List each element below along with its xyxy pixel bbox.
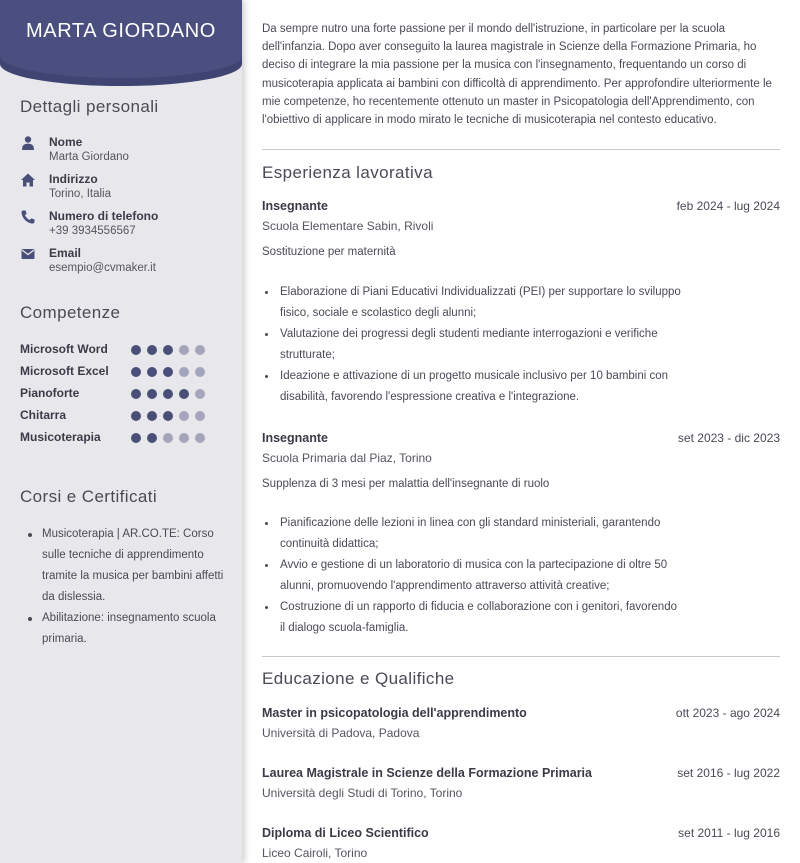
- personal-item-address: [20, 172, 230, 206]
- experience-title: Esperienza lavorativa: [262, 163, 433, 182]
- skill-level: [131, 345, 211, 357]
- job-bullet: Pianificazione delle lezioni in linea con gli standard ministeriali, garantendo continuità didattica;: [280, 513, 685, 555]
- skill-row: [20, 386, 220, 404]
- personal-value: +39 3934556567: [49, 225, 136, 237]
- skills-title: Competenze: [20, 303, 121, 322]
- skill-level: [131, 411, 211, 423]
- divider: [262, 149, 780, 150]
- home-icon: [20, 172, 36, 188]
- personal-label: Indirizzo: [49, 172, 98, 186]
- personal-value: Torino, Italia: [49, 188, 112, 200]
- skill-dot-empty: [179, 345, 189, 355]
- skill-dot-filled: [163, 411, 173, 421]
- job-bullets: [280, 513, 685, 639]
- job-date: feb 2024 - lug 2024: [676, 199, 780, 213]
- skill-name: Microsoft Word: [20, 342, 108, 356]
- skill-level: [131, 433, 211, 445]
- sidebar: [0, 0, 242, 863]
- skill-dot-filled: [131, 345, 141, 355]
- job-note: Supplenza di 3 mesi per malattia dell'insegnante di ruolo: [262, 478, 550, 490]
- personal-details-title: Dettagli personali: [20, 97, 159, 116]
- skill-row: [20, 408, 220, 426]
- skill-name: Microsoft Excel: [20, 364, 109, 378]
- education-title-item: Master in psicopatologia dell'apprendimento: [262, 706, 527, 720]
- name-banner: [0, 0, 242, 86]
- education-date: set 2011 - lug 2016: [678, 826, 780, 840]
- skill-dot-empty: [195, 411, 205, 421]
- job-title: Insegnante: [262, 199, 328, 213]
- skill-dot-empty: [179, 433, 189, 443]
- person-name: MARTA GIORDANO: [26, 20, 216, 42]
- job-bullets: [280, 282, 685, 408]
- education-institution: Università di Padova, Padova: [262, 726, 420, 740]
- skill-dot-filled: [131, 411, 141, 421]
- skill-dot-filled: [131, 433, 141, 443]
- education-title: Educazione e Qualifiche: [262, 669, 455, 688]
- job-bullet: Costruzione di un rapporto di fiducia e collaborazione con i genitori, favorendo il dialogo scuola-famiglia.: [280, 597, 685, 639]
- personal-item-phone: [20, 209, 230, 243]
- skill-dot-empty: [179, 367, 189, 377]
- education-date: ott 2023 - ago 2024: [675, 706, 780, 720]
- skill-dot-filled: [147, 367, 157, 377]
- skill-dot-filled: [163, 367, 173, 377]
- job-bullet: Ideazione e attivazione di un progetto musicale inclusivo per 10 bambini con disabilità, favorendo l'espressione creativa e l'integrazione.: [280, 366, 685, 408]
- skill-level: [131, 367, 211, 379]
- skill-row: [20, 364, 220, 382]
- skill-dot-filled: [163, 345, 173, 355]
- skill-dot-filled: [163, 389, 173, 399]
- divider: [262, 656, 780, 657]
- personal-item-name: [20, 135, 230, 169]
- skill-dot-empty: [195, 367, 205, 377]
- phone-icon: [20, 209, 36, 225]
- job-employer: Scuola Primaria dal Piaz, Torino: [262, 451, 432, 465]
- personal-value: Marta Giordano: [49, 151, 129, 163]
- skill-row: [20, 342, 220, 360]
- profile-summary: Da sempre nutro una forte passione per il mondo dell'istruzione, in particolare per la scuola dell'infanzia. Dopo aver conseguito la laurea magistrale in Scienze della Formazione Primaria, ho deciso di integrare la mia passione per la musica con l'insegnamento, frequentando un corso di musicoterapia applicata ai bambini con difficoltà di apprendimento. Per approfondire ulteriormente le mie competenze, ho recentemente ottenuto un master in Psicopatologia dell'Apprendimento, con l'obiettivo di applicare in modo mirato le tecniche di musicoterapia nel contesto educativo.: [262, 23, 772, 127]
- education-title-item: Diploma di Liceo Scientifico: [262, 826, 429, 840]
- skill-dot-filled: [147, 433, 157, 443]
- job-bullet: Elaborazione di Piani Educativi Individualizzati (PEI) per supportare lo sviluppo fisico, sociale e scolastico degli alunni;: [280, 282, 685, 324]
- skill-dot-filled: [179, 389, 189, 399]
- skill-name: Chitarra: [20, 408, 67, 422]
- education-date: set 2016 - lug 2022: [677, 766, 780, 780]
- skill-level: [131, 389, 211, 401]
- education-institution: Liceo Cairoli, Torino: [262, 846, 368, 860]
- job-note: Sostituzione per maternità: [262, 246, 396, 258]
- job-bullet: Avvio e gestione di un laboratorio di musica con la partecipazione di oltre 50 alunni, promuovendo l'apprendimento attraverso attività creative;: [280, 555, 685, 597]
- personal-value: esempio@cvmaker.it: [49, 262, 156, 274]
- job-bullet: Valutazione dei progressi degli studenti mediante interrogazioni e verifiche strutturate;: [280, 324, 685, 366]
- skill-dot-empty: [195, 389, 205, 399]
- education-institution: Università degli Studi di Torino, Torino: [262, 786, 463, 800]
- skill-name: Musicoterapia: [20, 430, 101, 444]
- course-item: Abilitazione: insegnamento scuola primaria.: [42, 608, 227, 650]
- job-title: Insegnante: [262, 431, 328, 445]
- skill-name: Pianoforte: [20, 386, 80, 400]
- course-item: Musicoterapia | AR.CO.TE: Corso sulle tecniche di apprendimento tramite la musica per bambini affetti da dislessia.: [42, 524, 227, 608]
- skill-dot-filled: [131, 367, 141, 377]
- personal-label: Nome: [49, 135, 83, 149]
- skill-row: [20, 430, 220, 448]
- courses-list: [42, 524, 227, 650]
- skill-dot-filled: [147, 345, 157, 355]
- skill-dot-filled: [147, 411, 157, 421]
- personal-label: Numero di telefono: [49, 209, 159, 223]
- skill-dot-empty: [195, 345, 205, 355]
- skill-dot-empty: [163, 433, 173, 443]
- courses-title: Corsi e Certificati: [20, 487, 158, 506]
- skill-dot-empty: [179, 411, 189, 421]
- personal-label: Email: [49, 246, 82, 260]
- skill-dot-empty: [195, 433, 205, 443]
- education-title-item: Laurea Magistrale in Scienze della Formazione Primaria: [262, 766, 592, 780]
- job-employer: Scuola Elementare Sabin, Rivoli: [262, 219, 434, 233]
- job-date: set 2023 - dic 2023: [677, 431, 780, 445]
- skill-dot-filled: [147, 389, 157, 399]
- mail-icon: [20, 246, 36, 262]
- person-icon: [20, 135, 36, 151]
- skill-dot-filled: [131, 389, 141, 399]
- personal-item-email: [20, 246, 230, 280]
